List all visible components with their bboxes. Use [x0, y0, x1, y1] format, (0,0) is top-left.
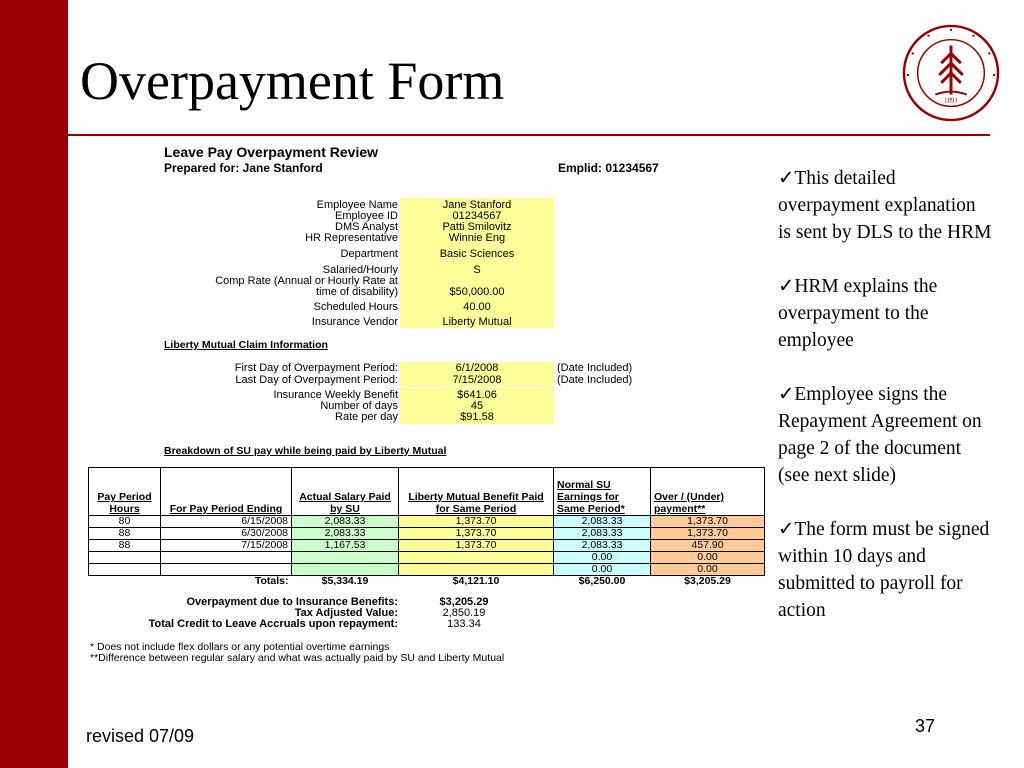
table-cell: 1,373.70: [399, 516, 554, 528]
bullet-item: ✓HRM explains the overpayment to the employee: [778, 276, 938, 351]
field-label: Insurance Vendor: [311, 316, 398, 328]
table-cell: [292, 552, 399, 564]
table-cell: 1,167.53: [292, 540, 399, 552]
table-header: Pay Period Hours: [89, 468, 161, 516]
left-accent-bar: [0, 0, 68, 768]
table-cell: [89, 552, 161, 564]
overpayment-form: [84, 140, 764, 670]
table-cell: 2,083.33: [292, 528, 399, 540]
field-label: Salaried/Hourly: [322, 264, 398, 276]
field-value: 40.00: [463, 301, 491, 313]
field-label: Scheduled Hours: [313, 301, 398, 313]
table-cell: 6/30/2008: [161, 528, 292, 540]
claim-value: $641.06: [457, 389, 497, 401]
total-cell: $5,334.19: [321, 575, 369, 587]
table-cell: 6/15/2008: [161, 516, 292, 528]
field-value: Patti Smilovitz: [442, 221, 512, 233]
table-header: Actual Salary Paid by SU: [292, 468, 399, 516]
table-cell: 0.00: [651, 552, 765, 564]
table-cell: [161, 552, 292, 564]
table-cell: 2,083.33: [554, 516, 651, 528]
title-divider: [68, 134, 990, 136]
table-header-row: [89, 468, 765, 516]
svg-text:1891: 1891: [944, 97, 958, 105]
table-row: [89, 564, 765, 576]
table-cell: [161, 564, 292, 576]
table-row: [89, 540, 765, 552]
table-row: [89, 552, 765, 564]
table-cell: 2,083.33: [554, 528, 651, 540]
field-label: HR Representative: [305, 232, 398, 244]
table-cell: 88: [89, 528, 161, 540]
summary-label: Tax Adjusted Value:: [294, 607, 398, 619]
field-label: Department: [340, 248, 398, 260]
stanford-seal-icon: [902, 24, 1000, 122]
table-cell: [399, 564, 554, 576]
summary-label: Overpayment due to Insurance Benefits:: [186, 596, 398, 608]
total-cell: $6,250.00: [578, 575, 626, 587]
page-number: 37: [915, 716, 936, 736]
table-cell: 457.90: [651, 540, 765, 552]
form-title: Leave Pay Overpayment Review: [164, 144, 379, 160]
table-header: Liberty Mutual Benefit Paid for Same Period: [399, 468, 554, 516]
table-cell: 0.00: [554, 564, 651, 576]
table-cell: 1,373.70: [399, 528, 554, 540]
table-cell: 1,373.70: [651, 528, 765, 540]
table-header: Normal SU Earnings for Same Period*: [554, 468, 651, 516]
totals-row: [89, 576, 765, 588]
summary-label: Total Credit to Leave Accruals upon repayment:: [148, 618, 398, 630]
table-cell: 1,373.70: [651, 516, 765, 528]
field-value: $50,000.00: [449, 286, 505, 298]
table-cell: 0.00: [651, 564, 765, 576]
claim-value: 7/15/2008: [452, 374, 502, 386]
bullet-list: [778, 165, 993, 651]
bullet-item: ✓Employee signs the Repayment Agreement on page 2 of the document (see next slide): [778, 384, 982, 486]
claim-value: 45: [470, 400, 484, 412]
claim-value: $91.58: [460, 411, 494, 423]
table-cell: 2,083.33: [292, 516, 399, 528]
table-cell: 80: [89, 516, 161, 528]
table-row: [89, 528, 765, 540]
total-cell: $3,205.29: [684, 575, 731, 587]
table-cell: 0.00: [554, 552, 651, 564]
table-cell: 88: [89, 540, 161, 552]
claim-heading: Liberty Mutual Claim Information: [164, 339, 328, 351]
summary-value: 2,850.19: [442, 607, 486, 619]
table-row: [89, 516, 765, 528]
claim-label: First Day of Overpayment Period:: [234, 362, 398, 374]
table-cell: [89, 564, 161, 576]
bullet-item: ✓The form must be signed within 10 days and submitted to payroll for action: [778, 519, 990, 621]
field-label: Comp Rate (Annual or Hourly Rate at: [215, 275, 398, 287]
table-cell: 7/15/2008: [161, 540, 292, 552]
field-label: Employee ID: [335, 210, 398, 222]
field-label: DMS Analyst: [335, 221, 398, 233]
breakdown-heading: Breakdown of SU pay while being paid by Liberty Mutual: [164, 445, 447, 457]
table-cell: [292, 564, 399, 576]
claim-label: Number of days: [320, 400, 398, 412]
field-value: Winnie Eng: [448, 232, 506, 244]
claim-note: (Date Included): [557, 374, 633, 386]
field-value: Liberty Mutual: [442, 316, 512, 328]
claim-note: (Date Included): [557, 362, 633, 374]
summary-value: $3,205.29: [439, 596, 489, 608]
field-value: Basic Sciences: [439, 248, 515, 260]
field-label: time of disability): [316, 286, 398, 298]
claim-label: Last Day of Overpayment Period:: [235, 374, 398, 386]
totals-label: Totals:: [254, 575, 289, 587]
table-cell: 1,373.70: [399, 540, 554, 552]
footnote: **Difference between regular salary and what was actually paid by SU and Liberty Mutual: [90, 652, 505, 664]
breakdown-table: [88, 467, 765, 587]
emplid: Emplid: 01234567: [558, 161, 659, 175]
field-value: Jane Stanford: [442, 199, 512, 211]
table-cell: [399, 552, 554, 564]
table-header: For Pay Period Ending: [161, 468, 292, 516]
field-label: Employee Name: [316, 199, 398, 211]
total-cell: $4,121.10: [452, 575, 500, 587]
footnote: * Does not include flex dollars or any potential overtime earnings: [90, 641, 390, 653]
claim-label: Insurance Weekly Benefit: [273, 389, 398, 401]
prepared-for: Prepared for: Jane Stanford: [164, 161, 323, 175]
summary-value: 133.34: [447, 618, 481, 630]
slide-title: Overpayment Form: [80, 51, 505, 111]
field-value: 01234567: [452, 210, 502, 222]
bullet-item: ✓This detailed overpayment explanation is sent by DLS to the HRM: [778, 168, 992, 243]
footer-revision: revised 07/09: [86, 726, 195, 746]
field-value: S: [473, 264, 481, 276]
claim-value: 6/1/2008: [455, 362, 499, 374]
claim-label: Rate per day: [335, 411, 398, 423]
table-cell: 2,083.33: [554, 540, 651, 552]
table-header: Over / (Under) payment**: [651, 468, 765, 516]
